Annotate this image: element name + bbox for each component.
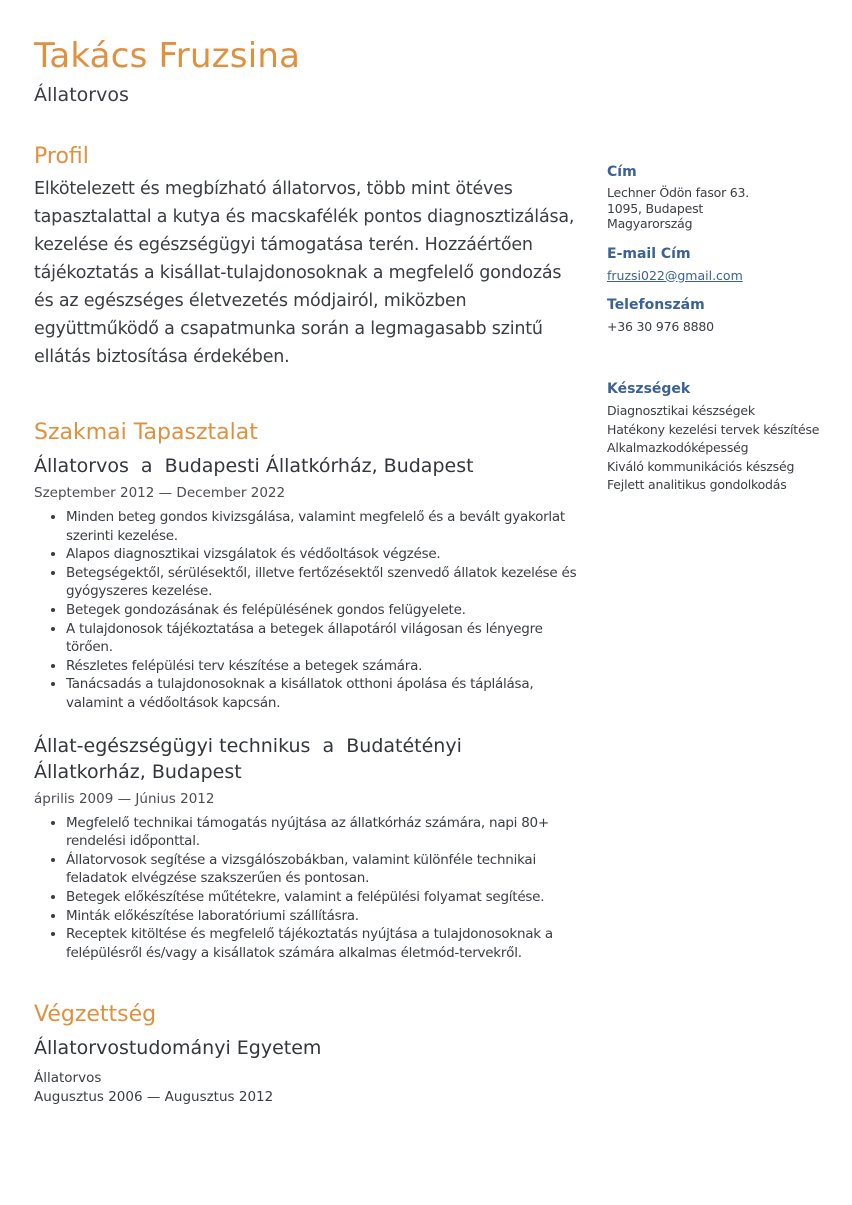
email-link[interactable]: fruzsi022@gmail.com (607, 267, 743, 283)
degree: Állatorvos (34, 1070, 102, 1087)
education-heading: Végzettség (34, 1002, 157, 1028)
job-entry (34, 733, 579, 963)
duty-item: • Receptek kitöltése és megfelelő tájékoztatás nyújtása a tulajdonosoknak a felépülésről és/vagy a kisállatok számára alkalmas életmód-tervekről. (66, 925, 579, 962)
email-label: E-mail Cím (607, 245, 691, 262)
address-line: Magyarország (607, 216, 693, 231)
job-heading: Állat-egészségügyi technikus a Budatétényi Állatkorház, Budapest (34, 734, 468, 783)
phone-label: Telefonszám (607, 296, 705, 313)
skill-item: Kiváló kommunikációs készség (607, 458, 795, 474)
experience-section (34, 420, 579, 962)
education-section (34, 1002, 579, 1106)
duty-item: • Tanácsadás a tulajdonosoknak a kisállatok otthoni ápolása és táplálása, valamint a védőoltások kapcsán. (66, 675, 579, 712)
email-block (607, 246, 832, 284)
skills-list (607, 402, 832, 495)
phone-block (607, 297, 832, 335)
phone-number: +36 30 976 8880 (607, 318, 714, 334)
job-duties-list (34, 814, 579, 963)
skill-item: Hatékony kezelési tervek készítése (607, 421, 820, 437)
duty-item: • Betegek előkészítése műtétekre, valamint a felépülési folyamat segítése. (66, 888, 579, 907)
address-label: Cím (607, 164, 637, 180)
duty-item: • A tulajdonosok tájékoztatása a betegek állapotáról világosan és lényegre törően. (66, 620, 579, 657)
duty-item: • Állatorvosok segítése a vizsgálószobákban, valamint különféle technikai feladatok elvégzése szakszerűen és pontosan. (66, 851, 579, 888)
duty-item: • Minden beteg gondos kivizsgálása, valamint megfelelő és a bevált gyakorlat szerinti kezelése. (66, 508, 579, 545)
profile-section (34, 144, 579, 371)
job-entry (34, 453, 579, 713)
profile-text: Elkötelezett és megbízható állatorvos, több mint ötéves tapasztalattal a kutya és macskafélék pontos diagnosztizálása, kezelése és egészségügyi támogatása terén. Hozzáértően tájékoztatás a kisállat-tulajdonosoknak a megfelelő gondozás és az egészséges életvezetés módjairól, miközben együttműködő a csapatmunka során a legmagasabb szintű ellátás biztosítása érdekében. (34, 179, 575, 367)
skills-block (607, 381, 832, 495)
job-dates: Szeptember 2012 — December 2022 (34, 485, 286, 501)
main-column (34, 144, 579, 1106)
duty-item: • Megfelelő technikai támogatás nyújtása az állatkórház számára, napi 80+ rendelési időponttal. (66, 814, 579, 851)
duty-item: • Betegségektől, sérülésektől, illetve fertőzésektől szenvedő állatok kezelése és gyógyszeres kezelése. (66, 564, 579, 601)
address-line: 1095, Budapest (607, 200, 704, 216)
profile-heading: Profil (34, 144, 89, 169)
duty-item: • Részletes felépülési terv készítése a betegek számára. (66, 657, 579, 676)
skill-item: Diagnosztikai készségek (607, 403, 755, 418)
job-duties-list (34, 508, 579, 713)
duty-item: • Minták előkészítése laboratóriumi szállításra. (66, 907, 579, 926)
skill-item: Alkalmazkodóképesség (607, 440, 749, 455)
address-line: Lechner Ödön fasor 63. (607, 185, 750, 200)
address-text (607, 185, 832, 232)
skills-label: Készségek (607, 381, 691, 397)
candidate-name: Takács Fruzsina (34, 36, 301, 76)
address-block (607, 164, 832, 232)
school-name: Állatorvostudományi Egyetem (34, 1037, 322, 1060)
experience-heading: Szakmai Tapasztalat (34, 420, 258, 445)
education-dates: Augusztus 2006 — Augusztus 2012 (34, 1088, 274, 1105)
job-dates: április 2009 — Június 2012 (34, 790, 215, 807)
sidebar (607, 164, 832, 495)
education-details (34, 1069, 579, 1106)
skill-item: Fejlett analitikus gondolkodás (607, 477, 787, 492)
duty-item: • Betegek gondozásának és felépülésének gondos felügyelete. (66, 601, 579, 620)
duty-item: • Alapos diagnosztikai vizsgálatok és védőoltások végzése. (66, 545, 579, 564)
job-heading: Állatorvos a Budapesti Állatkórház, Budapest (34, 455, 474, 477)
candidate-title: Állatorvos (34, 84, 129, 106)
